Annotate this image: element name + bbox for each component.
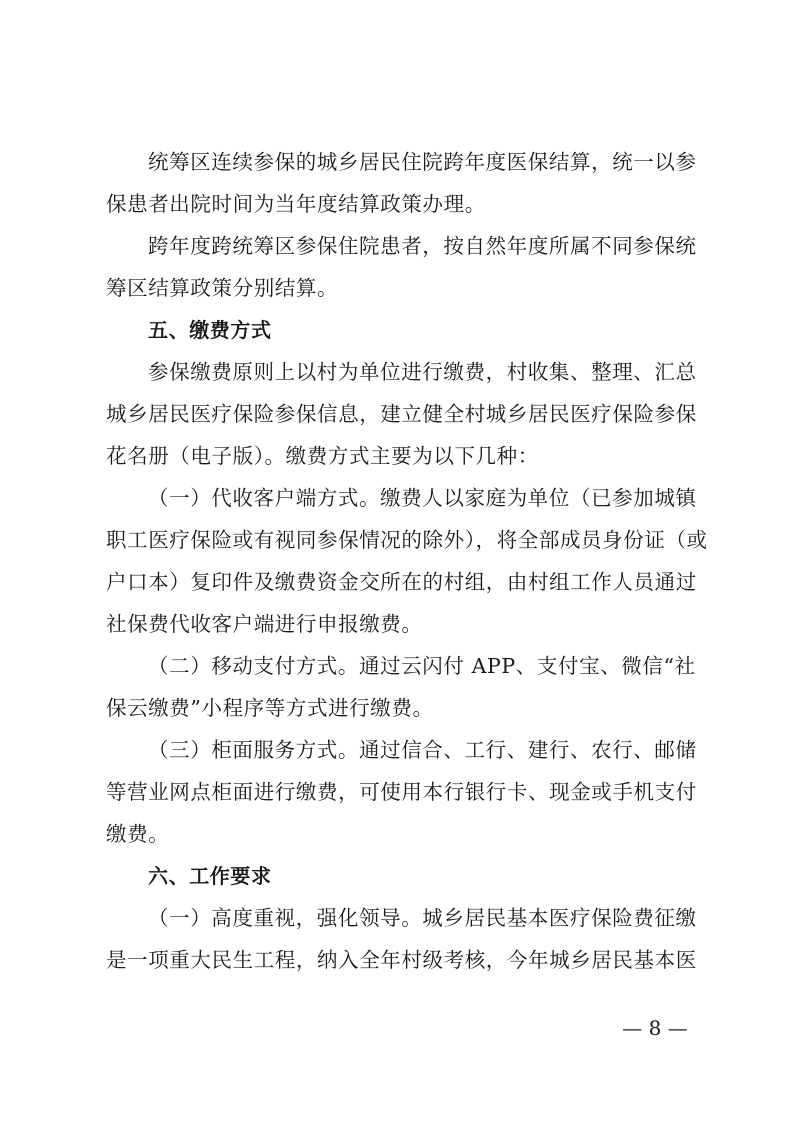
paragraph-6-line-1: （三）柜面服务方式。通过信合、工行、建行、农行、邮储 (148, 738, 697, 762)
paragraph-4-line-1: （一）代收客户端方式。缴费人以家庭为单位（已参加城镇 (148, 486, 697, 510)
page-number: — 8 — (622, 1016, 688, 1040)
paragraph-2-line-1: 跨年度跨统筹区参保住院患者，按自然年度所属不同参保统 (148, 234, 697, 258)
paragraph-3-line-1: 参保缴费原则上以村为单位进行缴费，村收集、整理、汇总 (148, 360, 697, 384)
paragraph-5-line-2: 保云缴费”小程序等方式进行缴费。 (106, 696, 434, 720)
paragraph-5-line-1: （二）移动支付方式。通过云闪付 APP、支付宝、微信“社 (148, 654, 696, 678)
paragraph-4-line-3: 户口本）复印件及缴费资金交所在的村组，由村组工作人员通过 (106, 570, 697, 594)
paragraph-6-line-3: 缴费。 (106, 822, 170, 846)
paragraph-2-line-2: 筹区结算政策分别结算。 (106, 276, 339, 300)
paragraph-3-line-3: 花名册（电子版）。缴费方式主要为以下几种： (106, 444, 539, 468)
section-heading-work-requirements: 六、工作要求 (148, 864, 272, 888)
section-heading-payment-methods: 五、缴费方式 (148, 318, 272, 342)
paragraph-1-line-2: 保患者出院时间为当年度结算政策办理。 (106, 192, 486, 216)
paragraph-4-line-4: 社保费代收客户端进行申报缴费。 (106, 612, 423, 636)
paragraph-3-line-2: 城乡居民医疗保险参保信息，建立健全村城乡居民医疗保险参保 (106, 402, 697, 426)
paragraph-7-line-2: 是一项重大民生工程，纳入全年村级考核，今年城乡居民基本医 (106, 948, 697, 972)
paragraph-6-line-2: 等营业网点柜面进行缴费，可使用本行银行卡、现金或手机支付 (106, 780, 697, 804)
paragraph-1-line-1: 统筹区连续参保的城乡居民住院跨年度医保结算，统一以参 (148, 150, 697, 174)
paragraph-4-line-2: 职工医疗保险或有视同参保情况的除外），将全部成员身份证（或 (106, 528, 708, 552)
paragraph-7-line-1: （一）高度重视，强化领导。城乡居民基本医疗保险费征缴 (148, 906, 697, 930)
